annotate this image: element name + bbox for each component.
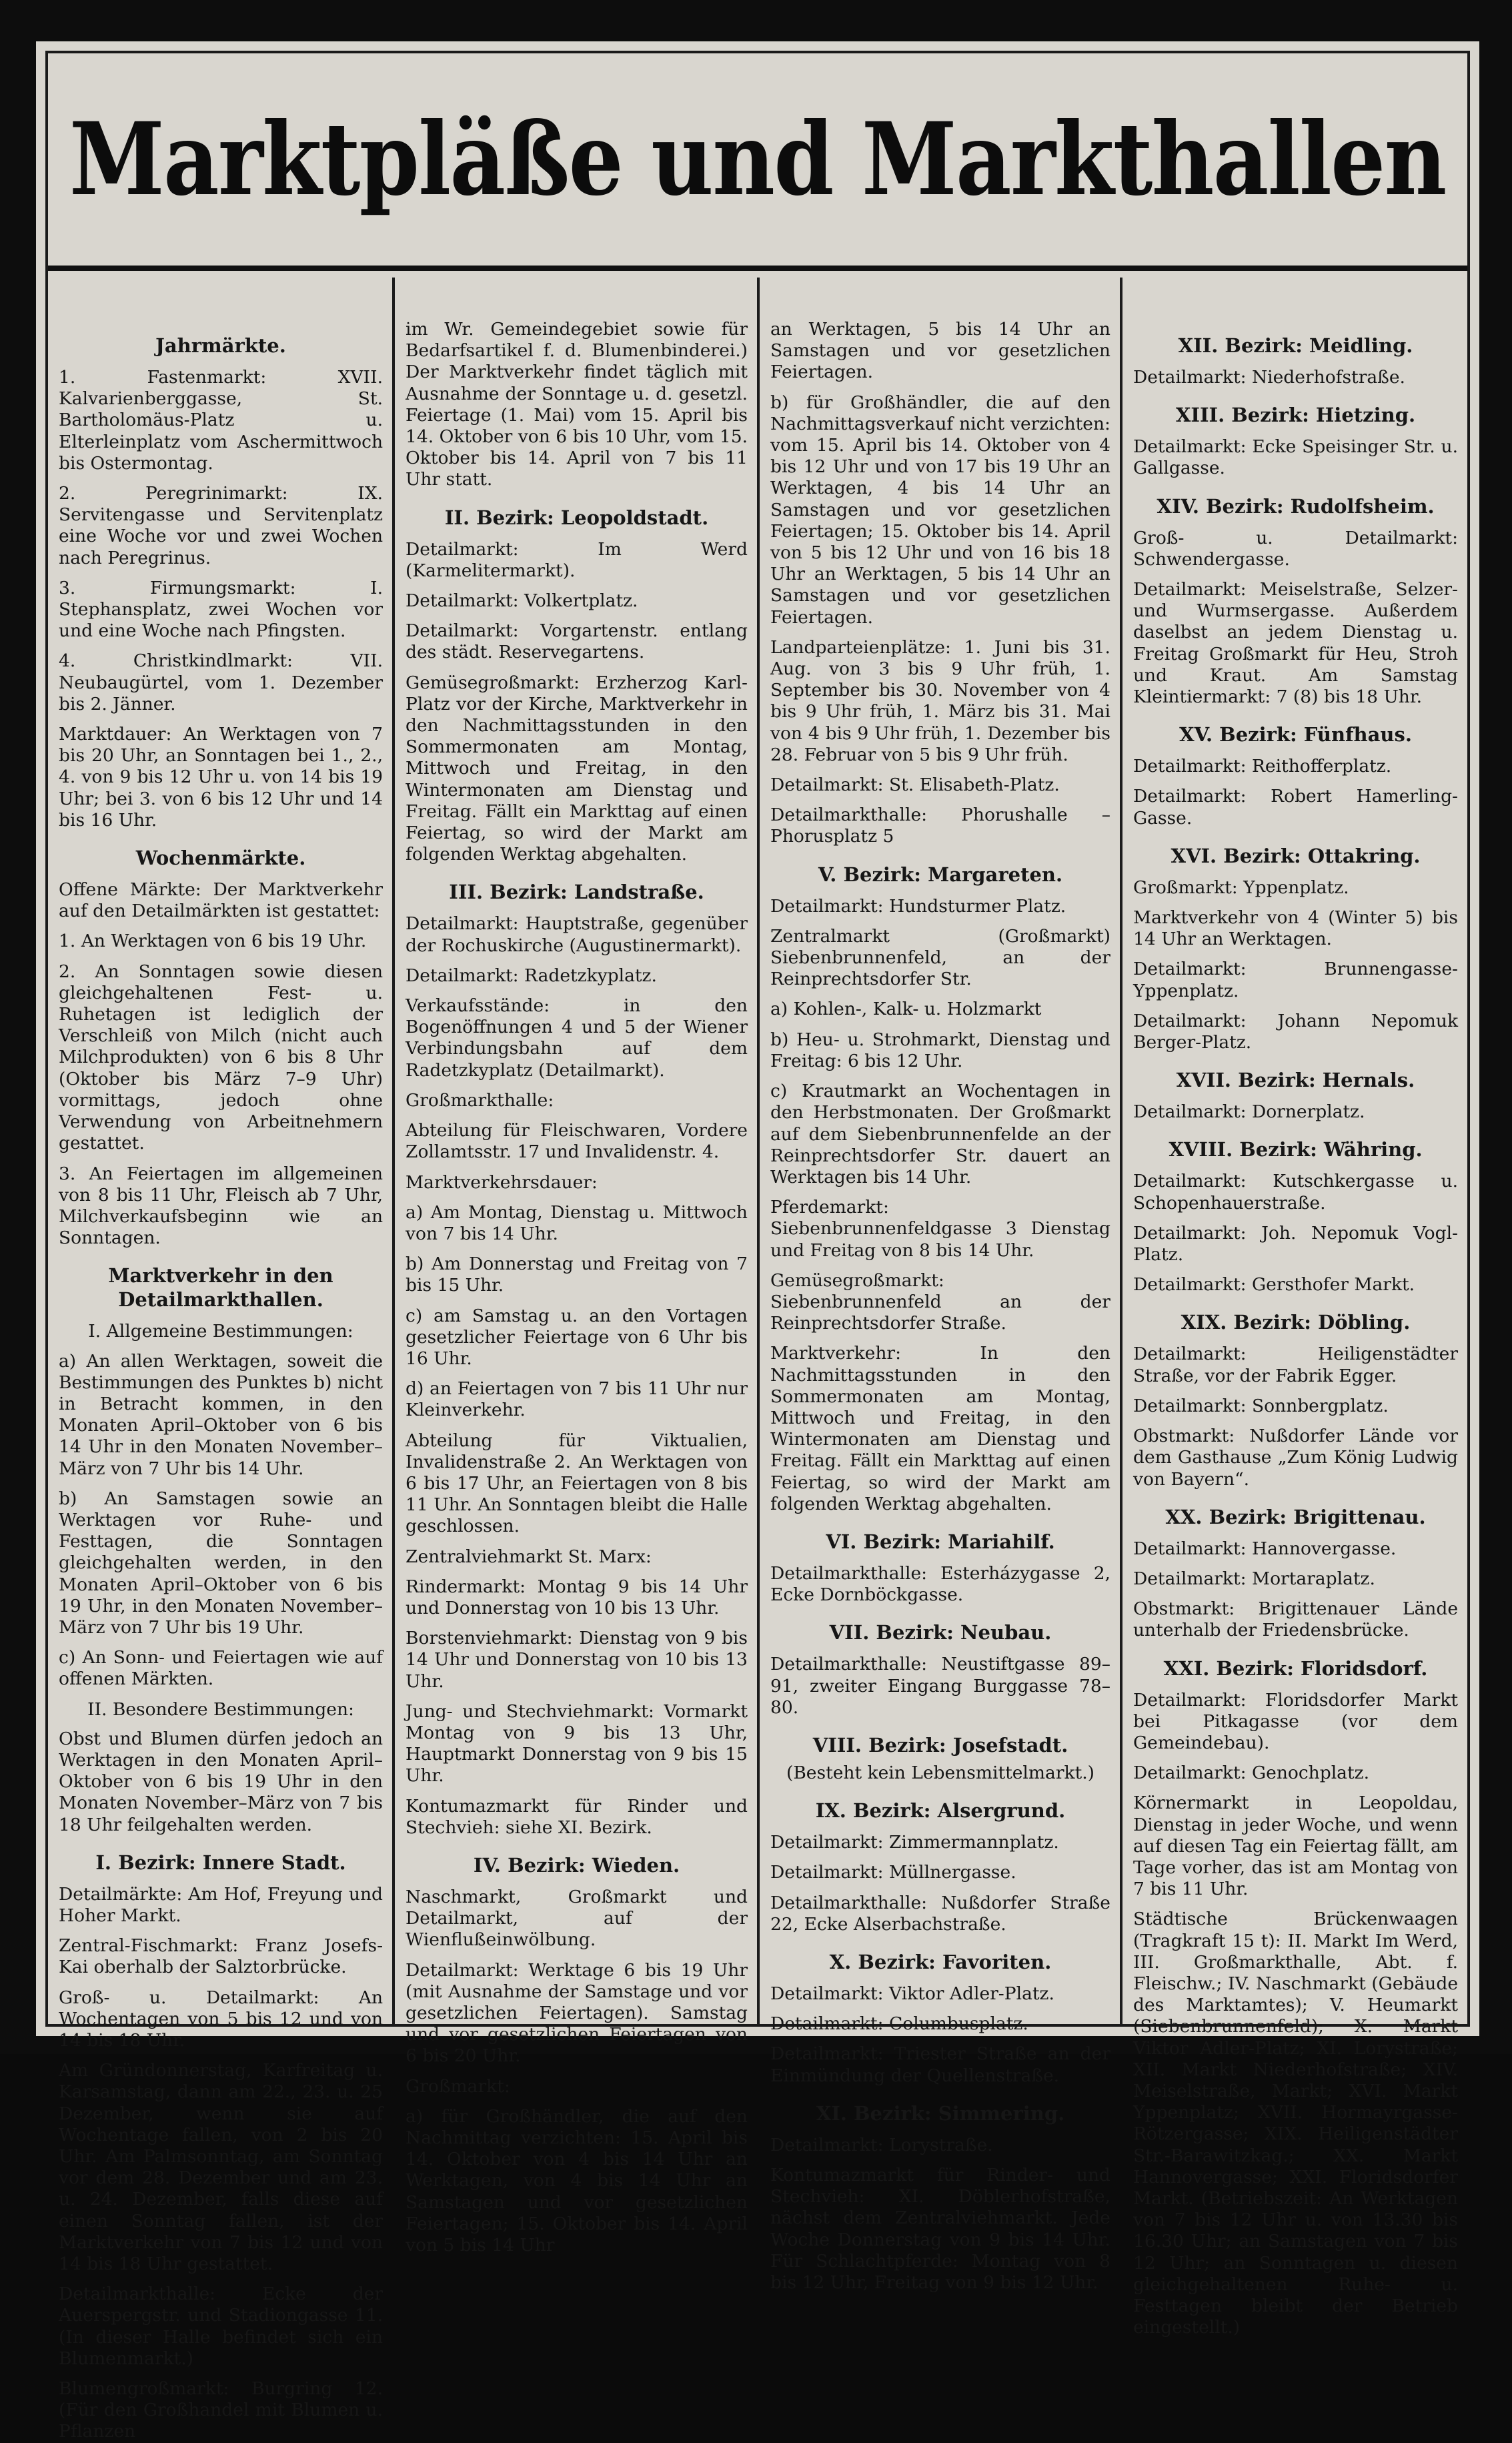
- paragraph: Detailmarkt: Sonnbergplatz.: [1132, 1395, 1389, 1416]
- paragraph: Detailmarkt: Triester Straße an der Einmündung der Quellenstraße.: [770, 2043, 1110, 2086]
- section-heading: Marktverkehr in den Detailmarkthallen.: [108, 1264, 333, 1312]
- paragraph: Detailmarkt: Joh. Nepomuk Vogl-Platz.: [1132, 1222, 1459, 1266]
- list-item: a) Am Montag, Dienstag u. Mittwoch von 7 bis 14 Uhr.: [406, 1201, 748, 1244]
- list-item: b) für Großhändler, die auf den Nachmittagsverkauf nicht verzichten: vom 15. April bis 14. Oktober von 4 bis 12 Uhr und von 17 bis 19 Uhr an Werktagen, 4 bis 14 Uhr an Samstagen und vor gesetzlichen Feiertagen; 15. Oktober bis 14. April von 5 bis 12 Uhr und von 16 bis 18 Uhr an Werktagen, 5 bis 14 Uhr an Samstagen und vor gesetzlichen Feiertagen.: [770, 392, 1110, 628]
- note-text: (Besteht kein Lebensmittelmarkt.): [786, 1762, 1094, 1783]
- paragraph: Rindermarkt: Montag 9 bis 14 Uhr und Donnerstag von 10 bis 13 Uhr.: [406, 1576, 748, 1618]
- list-item: Abteilung für Viktualien, Invalidenstraße 2. An Werktagen von 6 bis 17 Uhr, an Feiertagen von 8 bis 11 Uhr. An Sonntagen bleibt die Halle geschlossen.: [406, 1430, 748, 1537]
- paragraph: Großmarkthalle:: [406, 1089, 554, 1111]
- section-heading: IV. Bezirk: Wieden.: [473, 1853, 680, 1877]
- section-heading: X. Bezirk: Favoriten.: [829, 1950, 1052, 1973]
- paragraph: Gemüsegroßmarkt: Siebenbrunnenfeld an der Reinprechtsdorfer Straße.: [770, 1270, 1110, 1334]
- list-item: 1. Fastenmarkt: XVII. Kalvarienberggasse, St. Bartholomäus-Platz u. Elterleinplatz vom Aschermittwoch bis Ostermontag.: [59, 367, 384, 474]
- paragraph: Naschmarkt, Großmarkt und Detailmarkt, auf der Wienflußeinwölbung.: [406, 1886, 748, 1951]
- paragraph: Landparteienplätze: 1. Juni bis 31. Aug. von 3 bis 9 Uhr früh, 1. September bis 30. November von 4 bis 9 Uhr früh, 1. März bis 31. Mai von 4 bis 9 Uhr früh, 1. Dezember bis 28. Februar von 5 bis 9 Uhr früh.: [770, 636, 1110, 765]
- section-heading: XIII. Bezirk: Hietzing.: [1175, 404, 1416, 427]
- section-heading: XI. Bezirk: Simmering.: [816, 2101, 1065, 2125]
- section-heading: XVIII. Bezirk: Währing.: [1169, 1138, 1423, 1161]
- paragraph: Zentralviehmarkt St. Marx:: [406, 1546, 652, 1567]
- paragraph: Detailmarkt: Johann Nepomuk Berger-Platz.: [1132, 1010, 1459, 1053]
- paragraph: Detailmärkte: Am Hof, Freyung und Hoher Markt.: [59, 1883, 384, 1926]
- paragraph: Detailmarkt: Niederhofstraße.: [1132, 367, 1405, 388]
- section-heading: XXI. Bezirk: Floridsdorf.: [1163, 1656, 1428, 1680]
- paragraph: Detailmarkt: Floridsdorfer Markt bei Pitkagasse (vor dem Gemeindebau).: [1132, 1689, 1459, 1753]
- paragraph: Jung- und Stechviehmarkt: Vormarkt Montag von 9 bis 13 Uhr, Hauptmarkt Donnerstag von 9 bis 15 Uhr.: [406, 1700, 748, 1787]
- section-heading: Jahrmärkte.: [155, 334, 286, 357]
- section-heading: XII. Bezirk: Meidling.: [1178, 334, 1413, 357]
- column-1: [48, 278, 395, 2442]
- list-item: b) An Samstagen sowie an Werktagen vor Ruhe- und Festtagen, die Sonntagen gleichgehalten werden, in den Monaten April–Oktober von 6 bis 19 Uhr, in den Monaten November–März von 7 Uhr bis 19 Uhr.: [59, 1488, 384, 1638]
- columns: [48, 278, 1467, 2442]
- paragraph: Detailmarkt: Werktage 6 bis 19 Uhr (mit Ausnahme der Samstage und vor gesetzlichen Feiertagen). Samstag und vor gesetzlichen Feiertagen von 6 bis 20 Uhr.: [406, 1959, 748, 2067]
- paragraph: an Werktagen, 5 bis 14 Uhr an Samstagen und vor gesetzlichen Feiertagen.: [770, 319, 1110, 383]
- list-item: 4. Christkindlmarkt: VII. Neubaugürtel, vom 1. Dezember bis 2. Jänner.: [59, 650, 384, 714]
- page-frame: [45, 51, 1470, 2442]
- paragraph: Obst und Blumen dürfen jedoch an Werktagen in den Monaten April–Oktober von 6 bis 19 Uhr in den Monaten November–März von 7 bis 18 Uhr feilgehalten werden.: [59, 1728, 384, 1835]
- column-4: [1122, 278, 1467, 2338]
- paragraph: Gemüsegroßmarkt: Erzherzog Karl-Platz vor der Kirche, Marktverkehr in den Nachmittagsstunden in den Sommermonaten am Montag, Mittwoch und Freitag, in den Wintermonaten am Dienstag und Freitag. Fällt ein Markttag auf einen Feiertag, so wird der Markt am folgenden Werktag abgehalten.: [406, 672, 748, 865]
- subheading: I. Allgemeine Bestimmungen:: [88, 1321, 353, 1342]
- section-heading: IX. Bezirk: Alsergrund.: [815, 1799, 1066, 1823]
- paragraph: Detailmarkt: Hundsturmer Platz.: [770, 895, 1066, 917]
- subheading: II. Besondere Bestimmungen:: [87, 1698, 354, 1720]
- paragraph: Pferdemarkt: Siebenbrunnenfeldgasse 3 Dienstag und Freitag von 8 bis 14 Uhr.: [770, 1197, 1110, 1261]
- paragraph: Marktdauer: An Werktagen von 7 bis 20 Uhr, an Sonntagen bei 1., 2., 4. von 9 bis 12 Uhr u. von 14 bis 19 Uhr; bei 3. von 6 bis 12 Uhr und 14 bis 16 Uhr.: [59, 724, 384, 831]
- paragraph: Borstenviehmarkt: Dienstag von 9 bis 14 Uhr und Donnerstag von 10 bis 13 Uhr.: [406, 1628, 748, 1692]
- paragraph: Detailmarkt: Robert Hamerling-Gasse.: [1132, 786, 1459, 829]
- paragraph: Detailmarkthalle: Esterházygasse 2, Ecke Dornböckgasse.: [770, 1562, 1110, 1606]
- section-heading: VI. Bezirk: Mariahilf.: [826, 1530, 1055, 1553]
- section-heading: VIII. Bezirk: Josefstadt.: [812, 1733, 1068, 1757]
- column-2: [395, 278, 760, 2256]
- paragraph: Detailmarkthalle: Neustiftgasse 89–91, zweiter Eingang Burggasse 78–80.: [770, 1654, 1110, 1718]
- list-item: 2. An Sonntagen sowie diesen gleichgehaltenen Fest- u. Ruhetagen ist lediglich der Verschleiß von Milch (nicht auch Milchprodukten) von 6 bis 8 Uhr (Oktober bis März 7–9 Uhr) vormittags, jedoch ohne Verwendung von Arbeitnehmern gestattet.: [59, 961, 384, 1154]
- paragraph: Kontumazmarkt für Rinder und Stechvieh: siehe XI. Bezirk.: [406, 1795, 748, 1838]
- section-heading: III. Bezirk: Landstraße.: [449, 881, 704, 904]
- list-item: Marktverkehrsdauer:: [406, 1171, 598, 1193]
- paragraph: Detailmarkt: Zimmermannplatz.: [770, 1832, 1059, 1853]
- paragraph: Marktverkehr: In den Nachmittagsstunden in den Sommermonaten am Montag, Mittwoch und Freitag, in den Wintermonaten am Dienstag und Freitag. Fällt ein Markttag auf einen Feiertag, so wird der Markt am folgenden Werktag abgehalten.: [770, 1343, 1110, 1514]
- list-item: c) Krautmarkt an Wochentagen in den Herbstmonaten. Der Großmarkt auf dem Siebenbrunnenfelde an der Reinprechtsdorfer Str. dauert an Werktagen bis 14 Uhr.: [770, 1081, 1110, 1187]
- paragraph: Detailmarkt: Gersthofer Markt.: [1132, 1274, 1415, 1296]
- paragraph: Detailmarkt: Im Werd (Karmelitermarkt).: [406, 538, 748, 581]
- section-heading: V. Bezirk: Margareten.: [818, 863, 1063, 886]
- list-item: 3. Firmungsmarkt: I. Stephansplatz, zwei Wochen vor und eine Woche nach Pfingsten.: [59, 577, 384, 642]
- paragraph: Detailmarkt: Brunnengasse-Yppenplatz.: [1132, 959, 1459, 1001]
- paragraph: Detailmarkt: Mortaraplatz.: [1132, 1568, 1375, 1589]
- paragraph: Großmarkt:: [406, 2075, 510, 2097]
- paragraph: Detailmarkt: Reithofferplatz.: [1132, 756, 1392, 777]
- paragraph: Obstmarkt: Nußdorfer Lände vor dem Gasthause „Zum König Ludwig von Bayern“.: [1132, 1426, 1459, 1490]
- paragraph: Detailmarkthalle: Phorushalle – Phorusplatz 5: [770, 805, 1110, 847]
- paragraph: Detailmarkt: Genochplatz.: [1132, 1763, 1370, 1784]
- paragraph: Detailmarkt: Dornerplatz.: [1132, 1101, 1365, 1123]
- list-item: c) An Sonn- und Feiertagen wie auf offenen Märkten.: [59, 1647, 384, 1690]
- title-box: [48, 53, 1467, 271]
- paragraph: Detailmarkt: Columbusplatz.: [770, 2013, 1028, 2035]
- paragraph: Detailmarkt: Meiselstraße, Selzer- und Wurmsergasse. Außerdem daselbst an jedem Dienstag u. Freitag Großmarkt für Heu, Stroh und Kraut. Am Samstag Kleintiermarkt: 7 (8) bis 18 Uhr.: [1132, 579, 1459, 708]
- section-heading: XVII. Bezirk: Hernals.: [1176, 1069, 1415, 1092]
- paragraph: Kontumazmarkt für Rinder- und Stechvieh: XI. Döblerhofstraße, nächst dem Zentralviehmarkt. Jede Woche Donnerstag von 9 bis 14 Uhr. Für Schlachtpferde: Montag von 8 bis 12 Uhr, Freitag von 9 bis 12 Uhr.: [770, 2165, 1110, 2294]
- section-heading: XV. Bezirk: Fünfhaus.: [1179, 723, 1412, 747]
- list-item: a) An allen Werktagen, soweit die Bestimmungen des Punktes b) nicht in Betracht kommen, in den Monaten April–Oktober von 6 bis 14 Uhr in den Monaten November–März von 7 Uhr bis 14 Uhr.: [59, 1350, 384, 1479]
- list-item: a) Kohlen-, Kalk- u. Holzmarkt: [770, 999, 1042, 1020]
- paragraph: Großmarkt: Yppenplatz.: [1132, 877, 1349, 898]
- paragraph: Zentralmarkt (Großmarkt) Siebenbrunnenfeld, an der Reinprechtsdorfer Str.: [770, 925, 1110, 990]
- paragraph: Detailmarkt: Lorystraße.: [770, 2134, 993, 2155]
- paragraph: Detailmarkt: Radetzkyplatz.: [406, 965, 657, 986]
- paragraph: Obstmarkt: Brigittenauer Lände unterhalb der Friedensbrücke.: [1132, 1598, 1459, 1641]
- list-item: c) am Samstag u. an den Vortagen gesetzlicher Feiertage von 6 Uhr bis 16 Uhr.: [406, 1305, 748, 1369]
- paragraph: Am Gründonnerstag, Karfreitag u. Karsamstag, dann am 22., 23. u. 25 Dezember, wenn sie auf Wochentage fallen, von 2 bis 20 Uhr. Am Palmsonntag, am Sonntag vor dem 28. Dezember und am 23. u. 24. Dezember, falls diese auf einen Sonntag fallen, ist der Marktverkehr von 7 bis 12 und von 14 bis 18 Uhr gestattet.: [59, 2060, 384, 2275]
- paragraph: Detailmarkthalle: Nußdorfer Straße 22, Ecke Alserbachstraße.: [770, 1892, 1110, 1935]
- paragraph: Groß- u. Detailmarkt: An Wochentagen von 5 bis 12 und von 14 bis 18 Uhr.: [59, 1987, 384, 2051]
- section-heading: XIV. Bezirk: Rudolfsheim.: [1157, 494, 1435, 518]
- paragraph: Städtische Brückenwaagen (Tragkraft 15 t): II. Markt Im Werd, III. Großmarkthalle, Abt. f. Fleischw.; IV. Naschmarkt (Gebäude des Marktamtes); V. Heumarkt (Siebenbrunnenfeld); X. Markt Viktor Adler-Platz; XI. Lorystraße; XII. Markt Niederhofstraße; XIV. Meiselstraße, Markt; XVI. Markt Yppenplatz; XVII. Hormayrgasse-Rötzergasse; XIX. Heiligenstädter Str.-Barawitzkag.; XX. Markt Hannovergasse; XXI. Floridsdorfer Markt. (Betriebszeit: An Werktagen von 7 bis 12 Uhr u. von 13.30 bis 16.30 Uhr; an Samstagen von 7 bis 12 Uhr; an Sonntagen u. diesen gleichgehaltenen Ruhe- u. Festtagen bleibt der Betrieb eingestellt.): [1132, 1909, 1459, 2338]
- page-title: Marktpläße und Markthallen: [69, 101, 1446, 218]
- list-item: b) Heu- u. Strohmarkt, Dienstag und Freitag: 6 bis 12 Uhr.: [770, 1029, 1110, 1071]
- paragraph: Offene Märkte: Der Marktverkehr auf den Detailmärkten ist gestattet:: [59, 879, 384, 922]
- paragraph: Detailmarkthalle: Ecke der Auerspergstr. und Stadiongasse 11. (In dieser Halle befindet sich ein Blumenmarkt.): [59, 2284, 384, 2369]
- paragraph: Detailmarkt: Volkertplatz.: [406, 590, 638, 612]
- list-item: 2. Peregrinimarkt: IX. Servitengasse und Servitenplatz eine Woche vor und zwei Wochen nach Peregrinus.: [59, 483, 384, 568]
- paragraph: Detailmarkt: Hannovergasse.: [1132, 1538, 1397, 1559]
- list-item: Abteilung für Fleischwaren, Vordere Zollamtsstr. 17 und Invalidenstr. 4.: [406, 1120, 748, 1163]
- paragraph: Detailmarkt: Hauptstraße, gegenüber der Rochuskirche (Augustinermarkt).: [406, 913, 748, 956]
- paragraph: Marktverkehr von 4 (Winter 5) bis 14 Uhr an Werktagen.: [1132, 907, 1459, 950]
- section-heading: XX. Bezirk: Brigittenau.: [1165, 1505, 1426, 1528]
- paragraph: Zentral-Fischmarkt: Franz Josefs-Kai oberhalb der Salztorbrücke.: [59, 1935, 384, 1978]
- paragraph: Detailmarkt: Vorgartenstr. entlang des städt. Reservegartens.: [406, 620, 748, 663]
- paragraph: Blumengroßmarkt: Burgring 12. (Für den Großhandel mit Blumen u. Pflanzen: [59, 2378, 384, 2442]
- paragraph: Verkaufsstände: in den Bogenöffnungen 4 und 5 der Wiener Verbindungsbahn auf dem Radetzkyplatz (Detailmarkt).: [406, 995, 748, 1081]
- paragraph: Detailmarkt: Müllnergasse.: [770, 1862, 1016, 1883]
- list-item: 1. An Werktagen von 6 bis 19 Uhr.: [59, 931, 367, 952]
- column-3: [760, 278, 1122, 2294]
- paragraph: Detailmarkt: Ecke Speisinger Str. u. Gallgasse.: [1132, 436, 1459, 479]
- paragraph: Detailmarkt: Heiligenstädter Straße, vor der Fabrik Egger.: [1132, 1344, 1459, 1386]
- section-heading: Wochenmärkte.: [135, 847, 306, 870]
- paragraph: Detailmarkt: St. Elisabeth-Platz.: [770, 775, 1060, 796]
- list-item: d) an Feiertagen von 7 bis 11 Uhr nur Kleinverkehr.: [406, 1378, 748, 1421]
- list-item: 3. An Feiertagen im allgemeinen von 8 bis 11 Uhr, Fleisch ab 7 Uhr, Milchverkaufsbeginn wie an Sonntagen.: [59, 1163, 384, 1249]
- paragraph: Detailmarkt: Viktor Adler-Platz.: [770, 1983, 1054, 2004]
- newspaper-sheet: [36, 41, 1479, 2442]
- section-heading: I. Bezirk: Innere Stadt.: [95, 1851, 346, 1874]
- paragraph: im Wr. Gemeindegebiet sowie für Bedarfsartikel f. d. Blumenbinderei.) Der Marktverkehr findet täglich mit Ausnahme der Sonntage u. d. gesetzl. Feiertage (1. Mai) vom 15. April bis 14. Oktober von 6 bis 10 Uhr, vom 15. Oktober bis 14. April von 7 bis 11 Uhr statt.: [406, 319, 748, 490]
- section-heading: VII. Bezirk: Neubau.: [829, 1621, 1052, 1644]
- paragraph: Groß- u. Detailmarkt: Schwendergasse.: [1132, 527, 1459, 570]
- section-heading: II. Bezirk: Leopoldstadt.: [444, 506, 709, 529]
- list-item: a) für Großhändler, die auf den Nachmittag verzichten: 15. April bis 14. Oktober von 4 bis 14 Uhr an Werktagen, von 4 bis 14 Uhr an Samstagen und vor gesetzlichen Feiertagen; 15. Oktober bis 14. April von 5 bis 14 Uhr: [406, 2105, 748, 2256]
- paragraph: Detailmarkt: Kutschkergasse u. Schopenhauerstraße.: [1132, 1171, 1459, 1213]
- section-heading: XIX. Bezirk: Döbling.: [1181, 1311, 1411, 1334]
- list-item: b) Am Donnerstag und Freitag von 7 bis 15 Uhr.: [406, 1254, 748, 1296]
- section-heading: XVI. Bezirk: Ottakring.: [1171, 844, 1421, 867]
- paragraph: Körnermarkt in Leopoldau, Dienstag in jeder Woche, und wenn auf diesen Tag ein Feiertag fällt, am Tage vorher, das ist am Montag von 7 bis 11 Uhr.: [1132, 1793, 1459, 1900]
